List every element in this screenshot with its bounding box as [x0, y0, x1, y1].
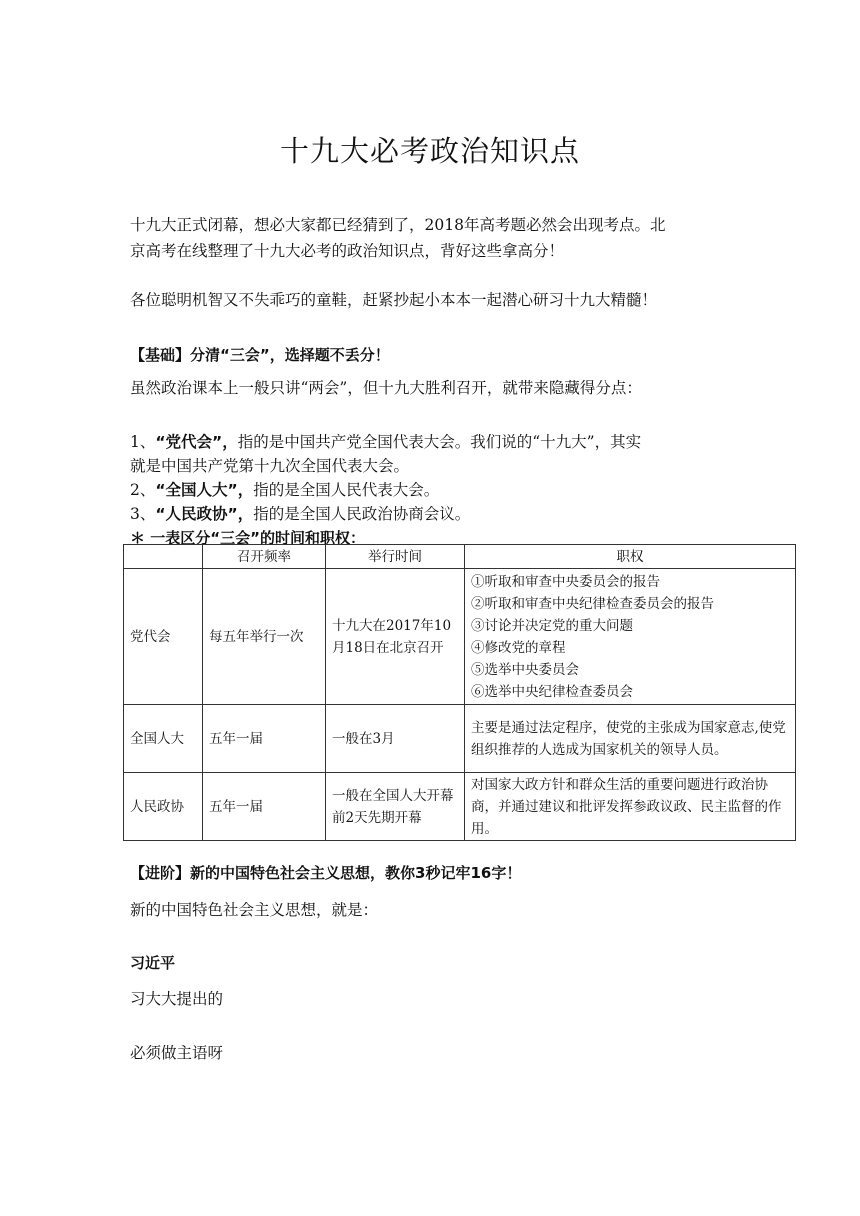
duty-item: ③讨论并决定党的重大问题	[471, 617, 633, 634]
frequency-cell: 五年一届	[203, 705, 326, 773]
call-to-study: 各位聪明机智又不失乖巧的童鞋，赶紧抄起小本本一起潜心研习十九大精髓！	[130, 291, 658, 309]
advanced-heading: 【进阶】新的中国特色社会主义思想，教你3秒记牢16字！	[130, 864, 522, 882]
key-name: 习近平	[130, 954, 176, 972]
table-header-cell: 举行时间	[326, 545, 465, 569]
duties-cell: 主要是通过法定程序，使党的主张成为国家意志,使党组织推荐的人选成为国家机关的领导人员。	[465, 705, 796, 773]
list-item: 2、“全国人大”，指的是全国人民代表大会。	[130, 481, 440, 499]
meeting-name-cell: 人民政协	[124, 773, 203, 841]
frequency-cell: 每五年举行一次	[203, 569, 326, 705]
advanced-description: 新的中国特色社会主义思想，就是：	[130, 901, 379, 919]
basic-description: 虽然政治课本上一般只讲“两会”，但十九大胜利召开，就带来隐藏得分点：	[130, 379, 642, 397]
duty-item: ⑥选举中央纪律检查委员会	[471, 683, 633, 700]
list-item-continuation: 就是中国共产党第十九次全国代表大会。	[130, 457, 410, 475]
table-header-row	[124, 545, 796, 569]
table-caption: ＊ 一表区分“三会”的时间和职权：	[130, 529, 365, 547]
duty-item: ④修改党的章程	[471, 639, 566, 656]
duties-cell: 对国家大政方针和群众生活的重要问题进行政治协商，并通过建议和批评发挥参政议政、民主监督的作用。	[465, 773, 796, 841]
intro-line-2: 京高考在线整理了十九大必考的政治知识点，背好这些拿高分！	[130, 242, 565, 260]
list-item: 1、“党代会”，指的是中国共产党全国代表大会。我们说的“十九大”，其实	[130, 433, 642, 451]
duty-item: ②听取和审查中央纪律检查委员会的报告	[471, 595, 714, 612]
frequency-cell: 五年一届	[203, 773, 326, 841]
duty-item: ⑤选举中央委员会	[471, 661, 579, 678]
table-header-cell: 职权	[465, 545, 796, 569]
time-cell: 十九大在2017年10月18日在北京召开	[326, 569, 465, 705]
table-row	[124, 569, 796, 705]
duties-cell	[465, 569, 796, 705]
table-header-cell	[124, 545, 203, 569]
list-item: 3、“人民政协”，指的是全国人民政治协商会议。	[130, 505, 471, 523]
table-header-cell: 召开频率	[203, 545, 326, 569]
intro-paragraph	[130, 212, 730, 264]
three-meetings-table	[123, 544, 796, 841]
time-cell: 一般在全国人大开幕前2天先期开幕	[326, 773, 465, 841]
page-title: 十九大必考政治知识点	[279, 134, 580, 169]
three-meetings-list	[130, 430, 730, 550]
table-row	[124, 705, 796, 773]
time-cell: 一般在3月	[326, 705, 465, 773]
meeting-name-cell: 全国人大	[124, 705, 203, 773]
mnemonic-line-1: 习大大提出的	[130, 990, 224, 1008]
meeting-name-cell: 党代会	[124, 569, 203, 705]
mnemonic-line-2: 必须做主语呀	[130, 1044, 224, 1062]
table-row	[124, 773, 796, 841]
duty-item: ①听取和审查中央委员会的报告	[471, 573, 660, 590]
intro-line-1: 十九大正式闭幕，想必大家都已经猜到了，2018年高考题必然会出现考点。北	[130, 216, 666, 234]
basic-heading: 【基础】分清“三会”，选择题不丢分！	[130, 346, 390, 364]
